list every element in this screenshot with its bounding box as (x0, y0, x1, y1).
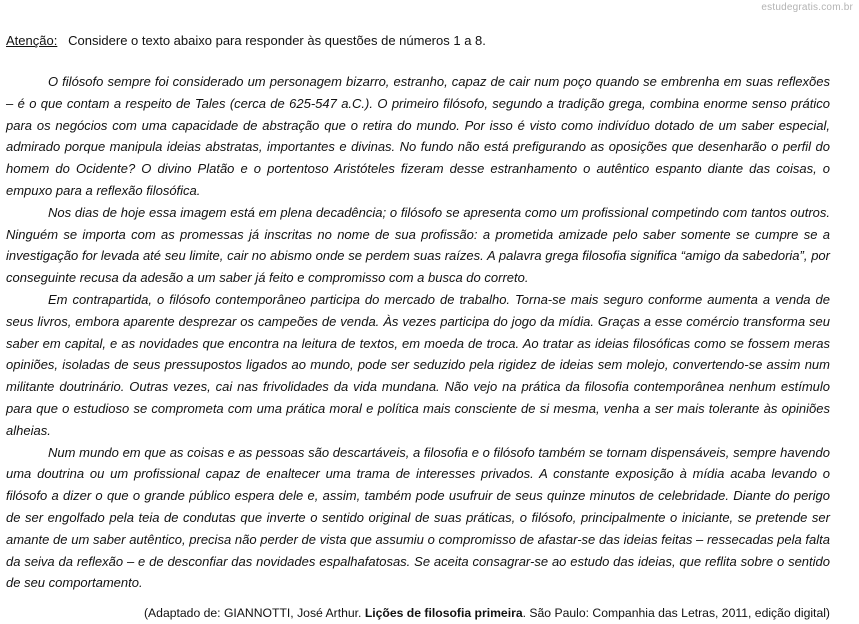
instruction-header (6, 33, 486, 48)
paragraph-3: Em contrapartida, o filósofo contemporâneo participa do mercado de trabalho. Torna-se mais seguro conforme aumenta a venda de seus livros, embora aparente desprezar os campeões de venda. Às vezes participa do jogo da mídia. Graças a esse comércio transforma seu saber em capital, e as novidades que encontra na leitura de textos, em moeda de troca. Ao tratar as ideias filosóficas como se fossem meras opiniões, isoladas de seus pressupostos ligados ao mundo, pode ser seduzido pela rigidez de ideias sem molejo, convertendo-se assim num militante doutrinário. Outras vezes, cai nas frivolidades da vida mundana. Não vejo na prática da filosofia contemporânea nenhum estímulo para que o estudioso se comprometa com uma prática moral e política mais consciente de si mesma, venha a ser mais tolerante às opiniões alheias. (6, 291, 830, 438)
citation-title: Lições de filosofia primeira (364, 606, 523, 620)
attention-label: Atenção: (6, 33, 58, 48)
paragraph-4: Num mundo em que as coisas e as pessoas são descartáveis, a filosofia e o filósofo também se tornam dispensáveis, sempre havendo uma doutrina ou um profissional capaz de enaltecer uma trama de interesses privados. A constante exposição à mídia acaba levando o filósofo a dizer o que o grande público espera dele e, assim, também pode usufruir de seus quinze minutos de celebridade. Diante do perigo de ser engolfado pela teia de condutas que inverte o sentido original de suas práticas, o filósofo, principalmente o iniciante, se pretende ser amante de um saber autêntico, precisa não perder de vista que assumiu o compromisso de afastar-se das ideias feitas – ressecadas pela falta da seiva da reflexão – e de desconfiar das novidades espalhafatosas. Se aceita consagrar-se ao estudo das ideias, que reflita sobre o sentido de seu comportamento. (6, 444, 830, 591)
paragraph-2: Nos dias de hoje essa imagem está em plena decadência; o filósofo se apresenta como um profissional competindo com tantos outros. Ninguém se importa com as promessas já inscritas no nome de sua profissão: a prometida amizade pelo saber somente se cumpre se a investigação for levada até seu limite, cair no abismo onde se perdem suas raízes. A palavra grega filosofia significa “amigo da sabedoria”, por conseguinte recusa da adesão a um saber já feito e compromisso com a busca do correto. (6, 204, 830, 286)
source-citation (144, 606, 830, 620)
watermark: estudegratis.com.br (761, 2, 853, 13)
paragraph-1: O filósofo sempre foi considerado um personagem bizarro, estranho, capaz de cair num poço quando se embrenha em suas reflexões – é o que contam a respeito de Tales (cerca de 625-547 a.C.). O primeiro filósofo, segundo a tradição grega, combina enorme senso prático para os negócios com uma capacidade de abstração que o retira do mundo. Por isso é visto como indivíduo dotado de um saber especial, admirado porque manipula ideias abstratas, importantes e divinas. No fundo não está prefigurando as oposições que desenharão o perfil do homem do Ocidente? O divino Platão e o portentoso Aristóteles fizeram desse estranhamento o autêntico espanto diante das coisas, o empuxo para a reflexão filosófica. (6, 74, 830, 198)
text-passage (6, 71, 830, 594)
citation-suffix: . São Paulo: Companhia das Letras, 2011, edição digital) (522, 606, 830, 620)
citation-prefix: (Adaptado de: GIANNOTTI, José Arthur. (143, 606, 365, 620)
instruction-text: Considere o texto abaixo para responder às questões de números 1 a 8. (68, 33, 486, 48)
